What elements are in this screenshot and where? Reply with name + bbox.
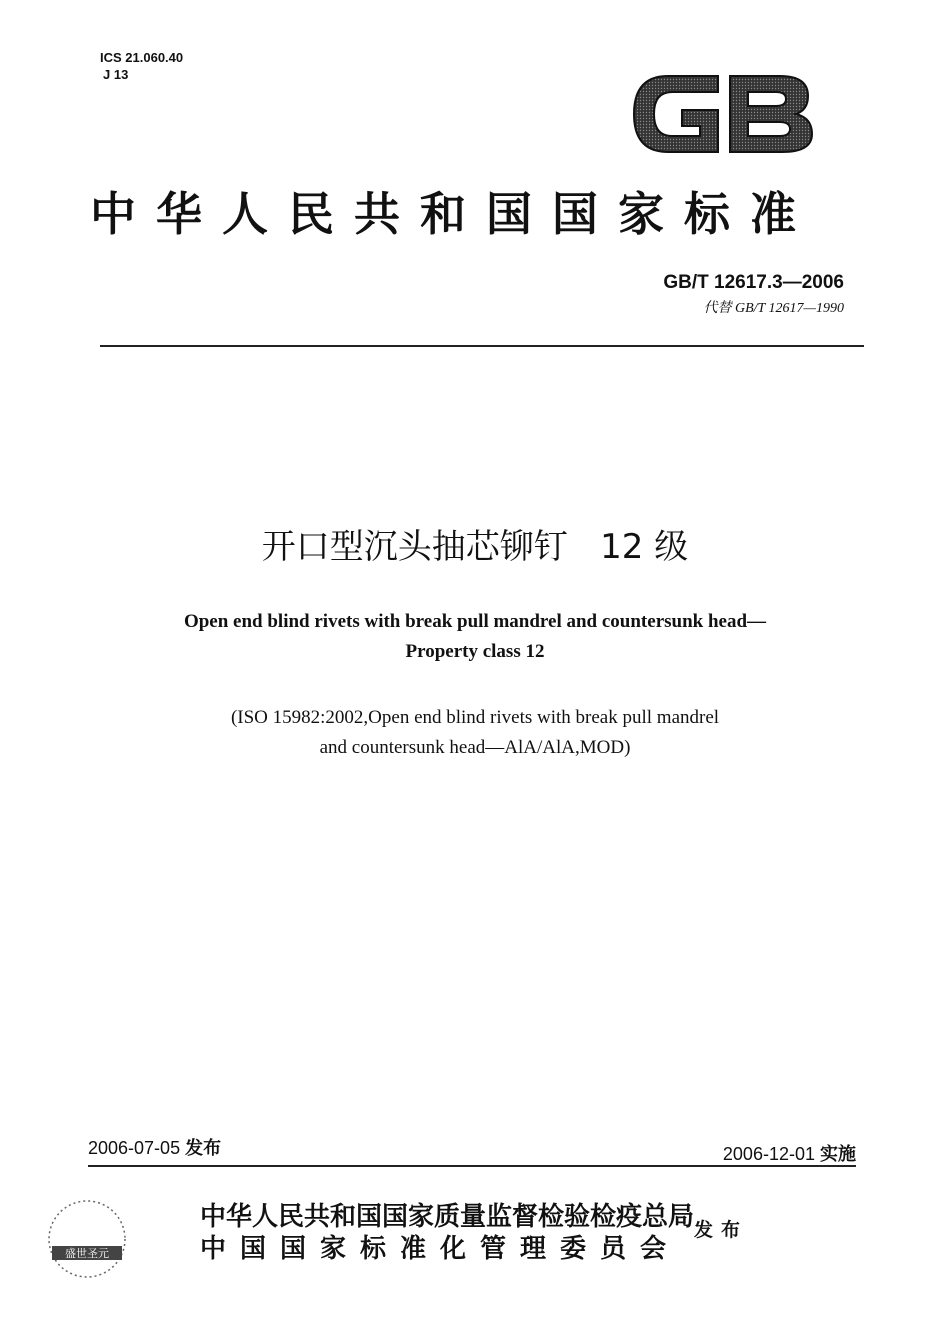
issuer-sac: 中国国家标准化管理委员会 bbox=[200, 1234, 681, 1264]
standard-number: GB/T 12617.3—2006 bbox=[663, 272, 844, 293]
national-standard-title: 中华人民共和国国家标准 bbox=[90, 187, 816, 241]
gb-logo bbox=[630, 66, 816, 162]
implementation-date-value: 2006-12-01 bbox=[722, 1144, 815, 1164]
gb-logo-text: GB bbox=[723, 126, 725, 127]
iso-reference-line1: (ISO 15982:2002,Open end blind rivets with break pull mandrel bbox=[230, 707, 720, 728]
publisher-stamp bbox=[44, 1196, 130, 1282]
issuer-aqsiq: 中华人民共和国国家质量监督检验检疫总局 bbox=[200, 1202, 695, 1232]
chinese-title-class: 12 级 bbox=[600, 527, 689, 567]
issue-date bbox=[88, 1134, 221, 1160]
footer-divider bbox=[88, 1165, 856, 1167]
implementation-date bbox=[723, 1140, 856, 1166]
issue-date-label: 发布 bbox=[185, 1138, 222, 1159]
iso-reference-line2: and countersunk head—AlA/AlA,MOD) bbox=[319, 737, 631, 758]
replaces-standard: 代替 GB/T 12617—1990 bbox=[703, 301, 844, 316]
stamp-text: 盛世圣元 bbox=[65, 1247, 109, 1260]
header-divider bbox=[100, 345, 864, 347]
iso-reference bbox=[0, 703, 950, 763]
chinese-title-main: 开口型沉头抽芯铆钉 bbox=[261, 527, 568, 567]
english-title-line2: Property class 12 bbox=[405, 641, 545, 662]
english-title-line1: Open end blind rivets with break pull mandrel and countersunk head— bbox=[183, 611, 767, 632]
implementation-date-label: 实施 bbox=[820, 1144, 856, 1165]
issue-date-value: 2006-07-05 bbox=[88, 1138, 181, 1158]
ics-code: ICS 21.060.40 bbox=[100, 50, 184, 65]
ccs-code: J 13 bbox=[103, 67, 129, 82]
chinese-title bbox=[0, 522, 950, 572]
publish-label: 发布 bbox=[694, 1219, 749, 1241]
english-title bbox=[0, 607, 950, 667]
